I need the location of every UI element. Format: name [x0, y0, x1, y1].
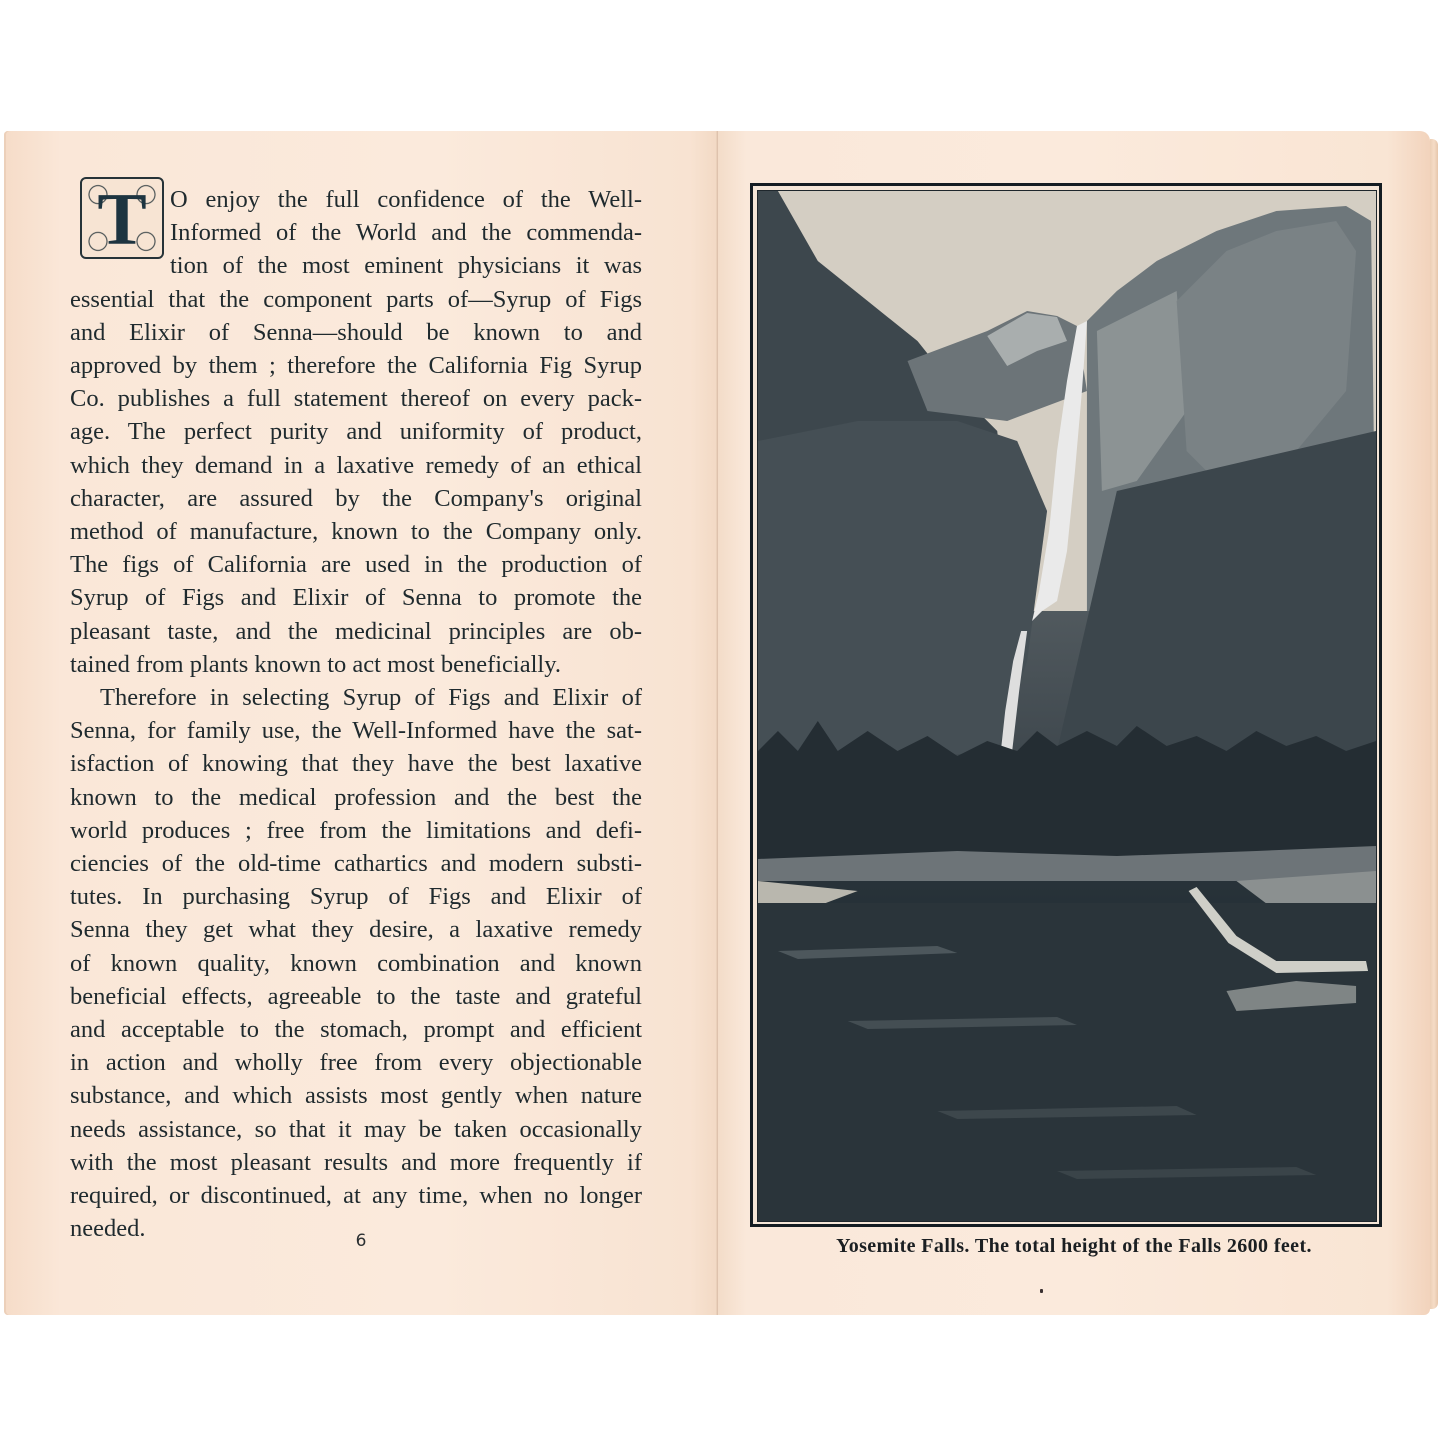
print-speck — [1040, 1289, 1043, 1293]
text-line: world produces ; free from the limitations and defi- — [70, 816, 642, 844]
text-line: required, or discontinued, at any time, when no longer — [70, 1182, 642, 1210]
text-line: character, are assured by the Company's original — [70, 484, 642, 512]
text-line: substance, and which assists most gently when nature — [70, 1082, 642, 1110]
booklet-spread — [4, 131, 1436, 1315]
text-line: in action and wholly free from every objectionable — [70, 1049, 642, 1077]
yosemite-falls-photo — [757, 190, 1377, 1222]
text-line: pleasant taste, and the medicinal principles are ob- — [70, 617, 642, 645]
photo-frame — [750, 183, 1382, 1227]
text-line: ciencies of the old-time cathartics and modern substi- — [70, 850, 642, 878]
text-line: Therefore in selecting Syrup of Figs and Elixir of — [100, 684, 642, 712]
text-line: tion of the most eminent physicians it was — [170, 252, 642, 280]
text-line: which they demand in a laxative remedy of an ethical — [70, 451, 642, 479]
text-line: known to the medical profession and the best the — [70, 783, 642, 811]
text-line: beneficial effects, agreeable to the taste and grateful — [70, 982, 642, 1010]
text-line: essential that the component parts of—Syrup of Figs — [70, 285, 642, 313]
drop-cap-letter: T — [97, 179, 147, 261]
photo-caption: Yosemite Falls. The total height of the Falls 2600 feet. — [836, 1235, 1312, 1257]
text-line: The figs of California are used in the production of — [70, 551, 642, 579]
text-line: needed. — [70, 1215, 146, 1243]
text-line: O enjoy the full confidence of the Well- — [170, 186, 642, 213]
text-line: Senna, for family use, the Well-Informed have the sat- — [70, 717, 642, 745]
left-page — [4, 131, 718, 1315]
text-line: and Elixir of Senna—should be known to and — [70, 318, 642, 346]
text-line: approved by them ; therefore the California Fig Syrup — [70, 352, 642, 380]
text-line: Informed of the World and the commenda- — [170, 219, 642, 247]
landscape-illustration — [758, 191, 1376, 1221]
right-page — [718, 131, 1430, 1315]
text-line: method of manufacture, known to the Company only. — [70, 518, 642, 546]
page-number: 6 — [355, 1231, 367, 1251]
text-line: with the most pleasant results and more frequently if — [70, 1148, 642, 1176]
text-line: needs assistance, so that it may be taken occasionally — [70, 1115, 642, 1143]
text-line: isfaction of knowing that they have the best laxative — [70, 750, 642, 778]
text-line: tutes. In purchasing Syrup of Figs and Elixir of — [70, 883, 642, 911]
text-line: tained from plants known to act most beneficially. — [70, 650, 562, 678]
text-line: Syrup of Figs and Elixir of Senna to promote the — [70, 584, 642, 612]
body-text — [70, 179, 642, 1246]
text-line: and acceptable to the stomach, prompt and efficient — [70, 1016, 642, 1044]
text-line: of known quality, known combination and known — [70, 949, 642, 977]
text-line: Senna they get what they desire, a laxative remedy — [70, 916, 642, 944]
text-line: age. The perfect purity and uniformity of product, — [70, 418, 642, 446]
text-line: Co. publishes a full statement thereof on every pack- — [70, 385, 642, 413]
